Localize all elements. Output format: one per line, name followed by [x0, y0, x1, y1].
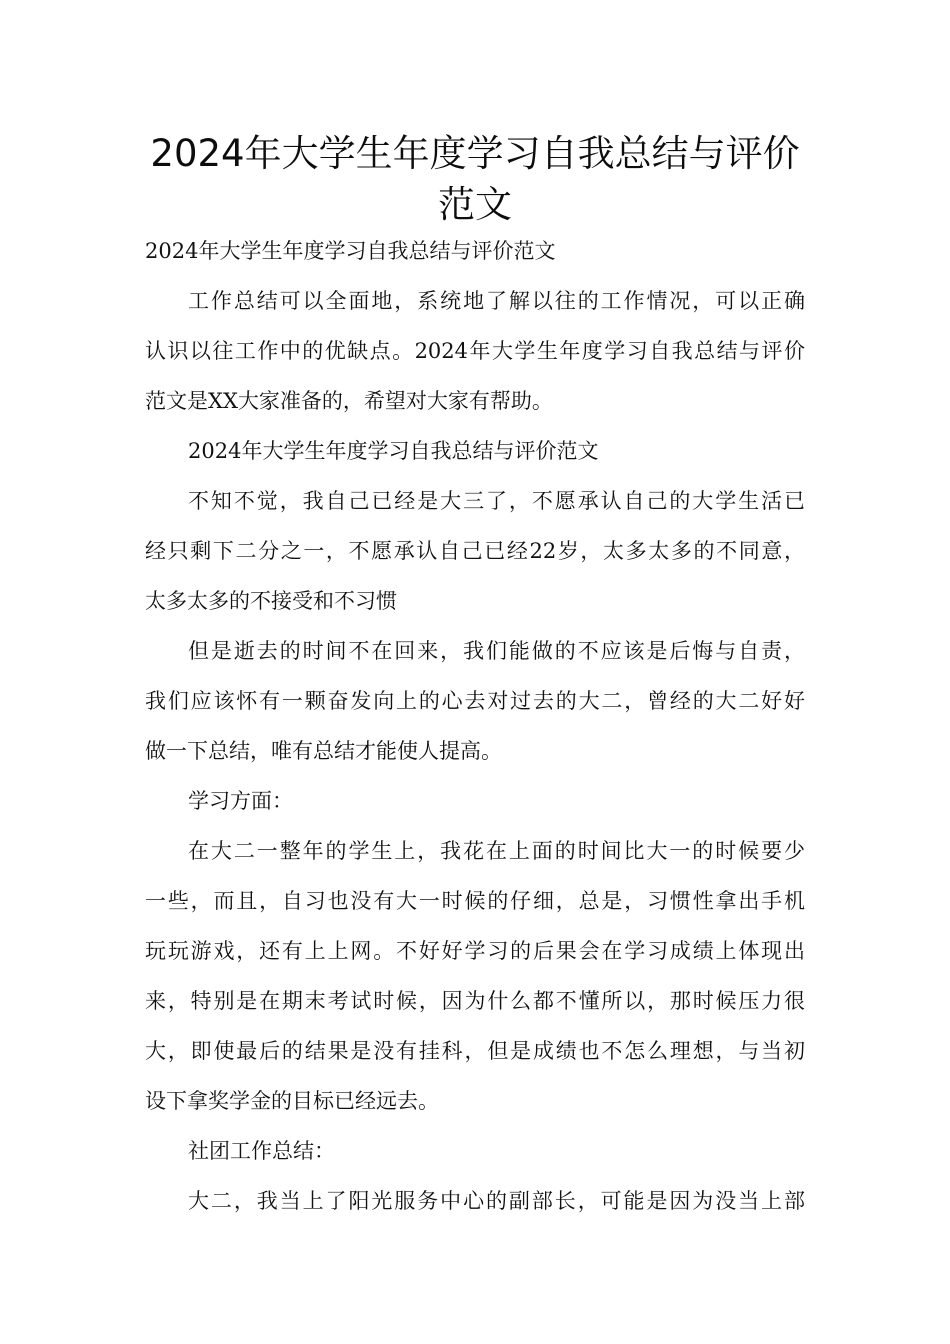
paragraph-line: 工作总结可以全面地，系统地了解以往的工作情况，可以正确 — [188, 289, 805, 313]
document-title-line-1: 2024年大学生年度学习自我总结与评价 — [150, 132, 800, 175]
paragraph-line: 在大二一整年的学生上，我花在上面的时间比大一的时候要少 — [188, 839, 805, 863]
paragraph-line: 范文是XX大家准备的，希望对大家有帮助。 — [145, 389, 553, 413]
paragraph-line: 太多太多的不接受和不习惯 — [145, 589, 397, 613]
paragraph-line: 来，特别是在期末考试时候，因为什么都不懂所以，那时候压力很 — [145, 989, 805, 1013]
paragraph-line: 做一下总结，唯有总结才能使人提高。 — [145, 739, 502, 763]
document-title-line-2: 范文 — [438, 183, 512, 226]
paragraph-line: 设下拿奖学金的目标已经远去。 — [145, 1089, 439, 1113]
paragraph-line: 不知不觉，我自己已经是大三了，不愿承认自己的大学生活已 — [188, 489, 805, 513]
paragraph-line: 我们应该怀有一颗奋发向上的心去对过去的大二，曾经的大二好好 — [145, 689, 805, 713]
paragraph-line: 玩玩游戏，还有上上网。不好好学习的后果会在学习成绩上体现出 — [145, 939, 805, 963]
paragraph-line: 但是逝去的时间不在回来，我们能做的不应该是后悔与自责， — [188, 639, 805, 663]
paragraph-line: 大，即使最后的结果是没有挂科，但是成绩也不怎么理想，与当初 — [145, 1039, 805, 1063]
paragraph-line: 认识以往工作中的优缺点。2024年大学生年度学习自我总结与评价 — [145, 339, 805, 363]
paragraph-line: 一些，而且，自习也没有大一时候的仔细，总是，习惯性拿出手机 — [145, 889, 805, 913]
section-heading: 学习方面： — [188, 789, 293, 813]
paragraph-line: 经只剩下二分之一，不愿承认自己已经22岁，太多太多的不同意， — [145, 539, 805, 563]
paragraph-line: 大二，我当上了阳光服务中心的副部长，可能是因为没当上部 — [188, 1189, 805, 1213]
subtitle-line: 2024年大学生年度学习自我总结与评价范文 — [145, 239, 556, 263]
section-heading: 社团工作总结： — [188, 1139, 335, 1163]
section-heading: 2024年大学生年度学习自我总结与评价范文 — [188, 439, 599, 463]
